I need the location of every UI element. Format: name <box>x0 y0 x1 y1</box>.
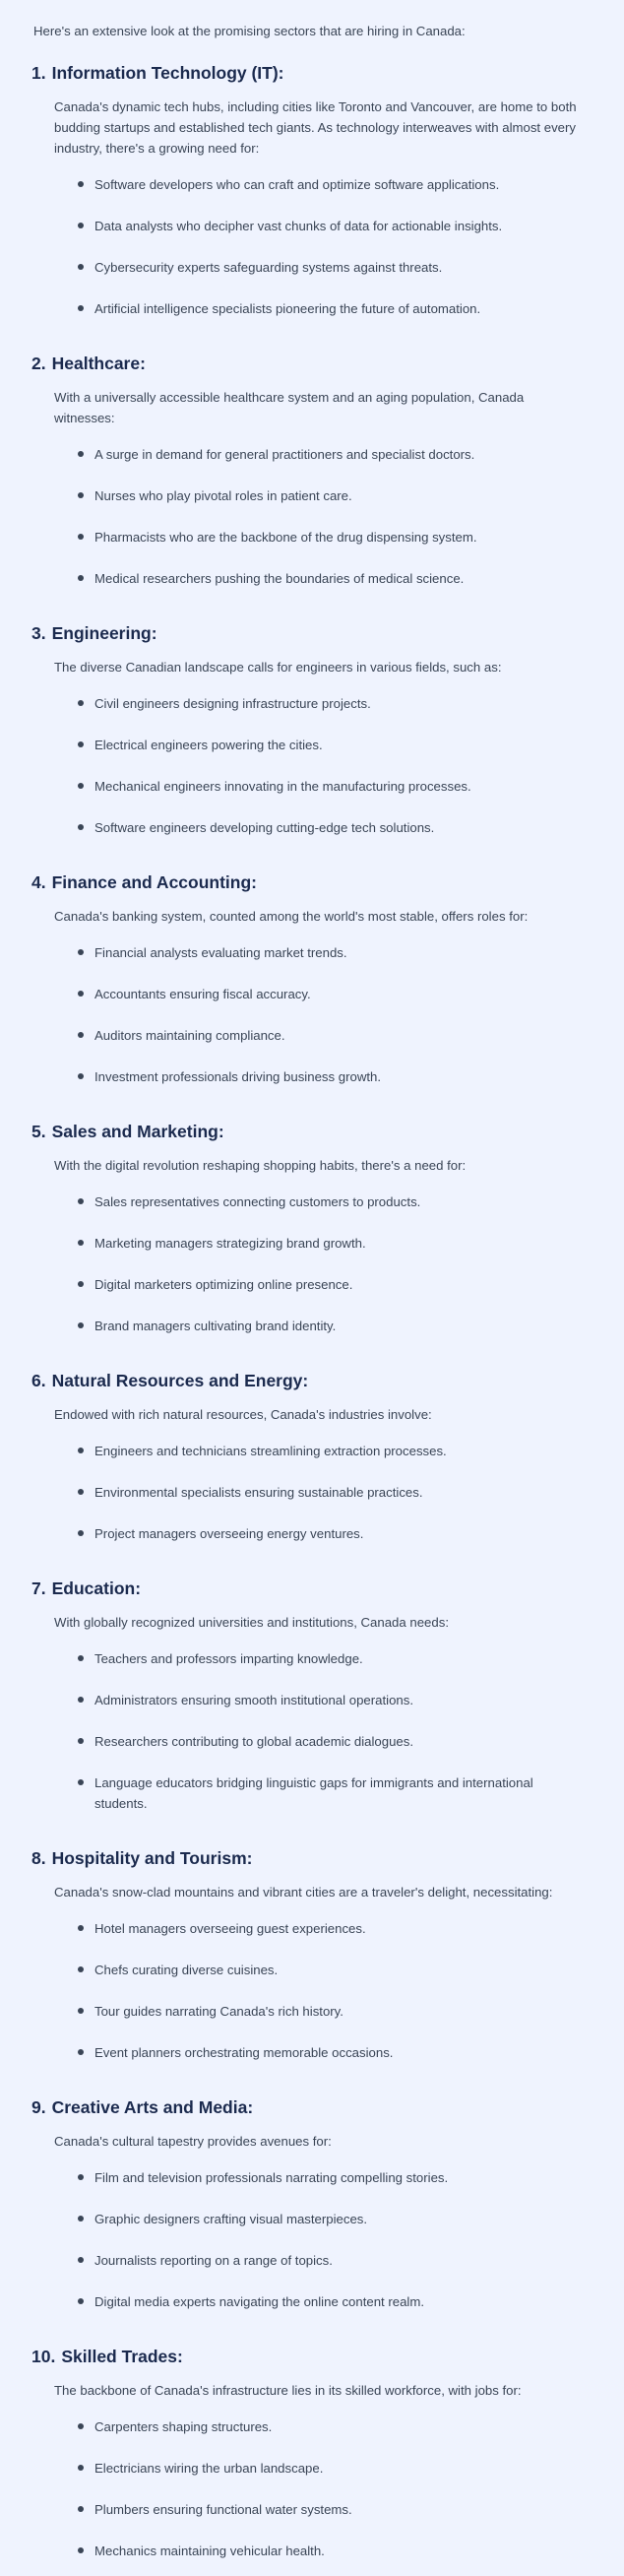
bullet-icon <box>78 575 84 581</box>
list-item-text: Data analysts who decipher vast chunks of data for actionable insights. <box>94 219 503 233</box>
bullet-icon <box>78 1779 84 1785</box>
bullet-icon <box>78 2298 84 2304</box>
list-item <box>94 2535 565 2576</box>
section-title: Education: <box>51 1578 142 1598</box>
section-number: 4. <box>31 872 46 892</box>
list-item <box>94 936 565 978</box>
list-item <box>94 1061 565 1102</box>
section <box>0 2095 624 2327</box>
list-item-text: Carpenters shaping structures. <box>94 2419 273 2434</box>
list-item-text: Software engineers developing cutting-edge tech solutions. <box>94 820 435 835</box>
list-item-text: Marketing managers strategizing brand growth. <box>94 1236 366 1251</box>
list-item <box>94 210 565 251</box>
bullet-icon <box>78 264 84 270</box>
bullet-icon <box>78 783 84 789</box>
section <box>0 61 624 334</box>
bullet-icon <box>78 2174 84 2180</box>
section-description: Endowed with rich natural resources, Canada's industries involve: <box>54 1407 432 1422</box>
bullet-icon <box>78 824 84 830</box>
bullet-icon <box>78 1925 84 1931</box>
bullet-icon <box>78 1032 84 1038</box>
list-item-text: Mechanics maintaining vehicular health. <box>94 2544 325 2558</box>
list-item <box>94 687 565 729</box>
list-item-text: Researchers contributing to global academic dialogues. <box>94 1734 414 1749</box>
list-item <box>94 1725 565 1767</box>
section-heading <box>31 1577 624 1600</box>
bullet-icon <box>78 2008 84 2014</box>
list-item <box>94 251 565 292</box>
list-item <box>94 1476 565 1517</box>
section-number: 7. <box>31 1578 46 1598</box>
list-item-text: Cybersecurity experts safeguarding systems against threats. <box>94 260 443 275</box>
list-item <box>94 480 565 521</box>
section-description: The diverse Canadian landscape calls for engineers in various fields, such as: <box>54 660 502 675</box>
list-item-text: Project managers overseeing energy ventures. <box>94 1526 364 1541</box>
list-item-text: Digital marketers optimizing online presence. <box>94 1277 353 1292</box>
section-heading <box>31 870 624 894</box>
list-item-text: Medical researchers pushing the boundaries of medical science. <box>94 571 465 586</box>
list-item <box>94 1642 565 1684</box>
section-number: 8. <box>31 1848 46 1868</box>
list-item <box>94 292 565 334</box>
bullet-icon <box>78 2506 84 2512</box>
bullet-list <box>0 438 624 604</box>
section-heading <box>31 352 624 375</box>
section-title: Finance and Accounting: <box>51 872 257 892</box>
bullet-icon <box>78 305 84 311</box>
bullet-icon <box>78 181 84 187</box>
bullet-list <box>0 1912 624 2078</box>
list-item <box>94 1517 565 1559</box>
list-item-text: Nurses who play pivotal roles in patient care. <box>94 488 352 503</box>
list-item-text: Journalists reporting on a range of topics. <box>94 2253 333 2268</box>
section-description: With a universally accessible healthcare system and an aging population, Canada witnesses: <box>54 390 525 425</box>
section-description: The backbone of Canada's infrastructure lies in its skilled workforce, with jobs for: <box>54 2383 522 2398</box>
list-item-text: Pharmacists who are the backbone of the drug dispensing system. <box>94 530 477 545</box>
section-title: Skilled Trades: <box>61 2347 183 2366</box>
bullet-icon <box>78 1322 84 1328</box>
section-title: Engineering: <box>51 623 157 643</box>
list-item-text: Plumbers ensuring functional water systems. <box>94 2502 352 2517</box>
bullet-icon <box>78 2465 84 2471</box>
section-title: Healthcare: <box>51 354 146 373</box>
bullet-icon <box>78 1738 84 1744</box>
section-heading <box>31 2095 624 2119</box>
bullet-icon <box>78 534 84 540</box>
list-item <box>94 1767 565 1829</box>
section-description: Canada's snow-clad mountains and vibrant cities are a traveler's delight, necessitating: <box>54 1885 553 1900</box>
list-item-text: Investment professionals driving business growth. <box>94 1069 382 1084</box>
bullet-list <box>0 1435 624 1559</box>
section-number: 1. <box>31 63 46 83</box>
list-item <box>94 2203 565 2244</box>
list-item <box>94 2244 565 2286</box>
bullet-icon <box>78 741 84 747</box>
section-description: Canada's dynamic tech hubs, including cities like Toronto and Vancouver, are home to both budding startups and established tech giants. As technology interweaves with almost every industry, there's a growing need for: <box>54 99 577 156</box>
list-item <box>94 2493 565 2535</box>
list-item-text: A surge in demand for general practitioners and specialist doctors. <box>94 447 475 462</box>
bullet-icon <box>78 492 84 498</box>
bullet-icon <box>78 991 84 997</box>
list-item-text: Event planners orchestrating memorable occasions. <box>94 2045 394 2060</box>
list-item <box>94 1912 565 1954</box>
list-item <box>94 562 565 604</box>
list-item-text: Accountants ensuring fiscal accuracy. <box>94 987 311 1001</box>
list-item-text: Electrical engineers powering the cities. <box>94 738 323 752</box>
section-number: 6. <box>31 1371 46 1390</box>
bullet-list <box>0 1186 624 1351</box>
section-title: Hospitality and Tourism: <box>51 1848 253 1868</box>
list-item <box>94 1954 565 1995</box>
list-item <box>94 2452 565 2493</box>
section <box>0 1846 624 2078</box>
list-item-text: Artificial intelligence specialists pioneering the future of automation. <box>94 301 481 316</box>
bullet-icon <box>78 1448 84 1453</box>
list-item-text: Hotel managers overseeing guest experiences. <box>94 1921 366 1936</box>
section-title: Natural Resources and Energy: <box>51 1371 309 1390</box>
section-heading <box>31 621 624 645</box>
section-heading <box>31 2345 624 2368</box>
list-item <box>94 2411 565 2452</box>
section <box>0 621 624 853</box>
list-item <box>94 1227 565 1268</box>
list-item <box>94 521 565 562</box>
list-item <box>94 1310 565 1351</box>
bullet-icon <box>78 949 84 955</box>
list-item-text: Teachers and professors imparting knowledge. <box>94 1651 363 1666</box>
list-item-text: Chefs curating diverse cuisines. <box>94 1963 279 1977</box>
section-number: 5. <box>31 1122 46 1141</box>
list-item <box>94 2286 565 2327</box>
bullet-icon <box>78 1966 84 1972</box>
list-item <box>94 1019 565 1061</box>
section-heading <box>31 61 624 85</box>
bullet-icon <box>78 2257 84 2263</box>
list-item <box>94 770 565 811</box>
list-item <box>94 2161 565 2203</box>
list-item-text: Environmental specialists ensuring sustainable practices. <box>94 1485 423 1500</box>
list-item-text: Language educators bridging linguistic gaps for immigrants and international students. <box>94 1775 533 1811</box>
list-item-text: Software developers who can craft and optimize software applications. <box>94 177 500 192</box>
list-item-text: Digital media experts navigating the online content realm. <box>94 2294 425 2309</box>
list-item-text: Electricians wiring the urban landscape. <box>94 2461 324 2476</box>
list-item <box>94 1268 565 1310</box>
list-item <box>94 168 565 210</box>
list-item-text: Financial analysts evaluating market trends. <box>94 945 347 960</box>
list-item-text: Administrators ensuring smooth institutional operations. <box>94 1693 413 1707</box>
list-item-text: Graphic designers crafting visual masterpieces. <box>94 2212 368 2226</box>
list-item-text: Engineers and technicians streamlining extraction processes. <box>94 1444 447 1458</box>
section-description: Canada's banking system, counted among the world's most stable, offers roles for: <box>54 909 529 924</box>
section-heading <box>31 1369 624 1392</box>
bullet-icon <box>78 1530 84 1536</box>
list-item-text: Tour guides narrating Canada's rich history. <box>94 2004 343 2019</box>
section <box>0 1577 624 1829</box>
bullet-list <box>0 2411 624 2576</box>
section-number: 2. <box>31 354 46 373</box>
section-title: Creative Arts and Media: <box>51 2097 254 2117</box>
list-item-text: Mechanical engineers innovating in the manufacturing processes. <box>94 779 471 794</box>
bullet-icon <box>78 700 84 706</box>
list-item <box>94 1995 565 2036</box>
list-item-text: Sales representatives connecting customers to products. <box>94 1194 421 1209</box>
section <box>0 352 624 604</box>
bullet-icon <box>78 1198 84 1204</box>
bullet-icon <box>78 1655 84 1661</box>
list-item <box>94 729 565 770</box>
bullet-icon <box>78 2049 84 2055</box>
list-item <box>94 438 565 480</box>
section <box>0 1120 624 1351</box>
list-item <box>94 1186 565 1227</box>
section <box>0 1369 624 1559</box>
section <box>0 2345 624 2576</box>
list-item <box>94 1684 565 1725</box>
bullet-icon <box>78 2216 84 2222</box>
list-item-text: Civil engineers designing infrastructure projects. <box>94 696 371 711</box>
list-item <box>94 2036 565 2078</box>
intro-text: Here's an extensive look at the promising sectors that are hiring in Canada: <box>33 24 466 38</box>
section-title: Information Technology (IT): <box>51 63 284 83</box>
list-item-text: Brand managers cultivating brand identity. <box>94 1319 337 1333</box>
bullet-icon <box>78 2547 84 2553</box>
bullet-icon <box>78 1281 84 1287</box>
section-heading <box>31 1846 624 1870</box>
bullet-icon <box>78 451 84 457</box>
section-heading <box>31 1120 624 1143</box>
section-description: Canada's cultural tapestry provides avenues for: <box>54 2134 332 2149</box>
bullet-list <box>0 1642 624 1829</box>
list-item <box>94 811 565 853</box>
list-item-text: Auditors maintaining compliance. <box>94 1028 285 1043</box>
section-description: With globally recognized universities and institutions, Canada needs: <box>54 1615 449 1630</box>
bullet-icon <box>78 1073 84 1079</box>
bullet-list <box>0 936 624 1102</box>
section-title: Sales and Marketing: <box>51 1122 224 1141</box>
section-number: 9. <box>31 2097 46 2117</box>
bullet-icon <box>78 223 84 228</box>
bullet-icon <box>78 2423 84 2429</box>
bullet-list <box>0 687 624 853</box>
bullet-list <box>0 168 624 334</box>
bullet-icon <box>78 1697 84 1703</box>
list-item <box>94 1435 565 1476</box>
bullet-list <box>0 2161 624 2327</box>
section-number: 10. <box>31 2347 56 2366</box>
section-number: 3. <box>31 623 46 643</box>
list-item <box>94 978 565 1019</box>
sections-list <box>0 61 624 2576</box>
bullet-icon <box>78 1489 84 1495</box>
section-description: With the digital revolution reshaping shopping habits, there's a need for: <box>54 1158 467 1173</box>
section <box>0 870 624 1102</box>
bullet-icon <box>78 1240 84 1246</box>
list-item-text: Film and television professionals narrating compelling stories. <box>94 2170 449 2185</box>
